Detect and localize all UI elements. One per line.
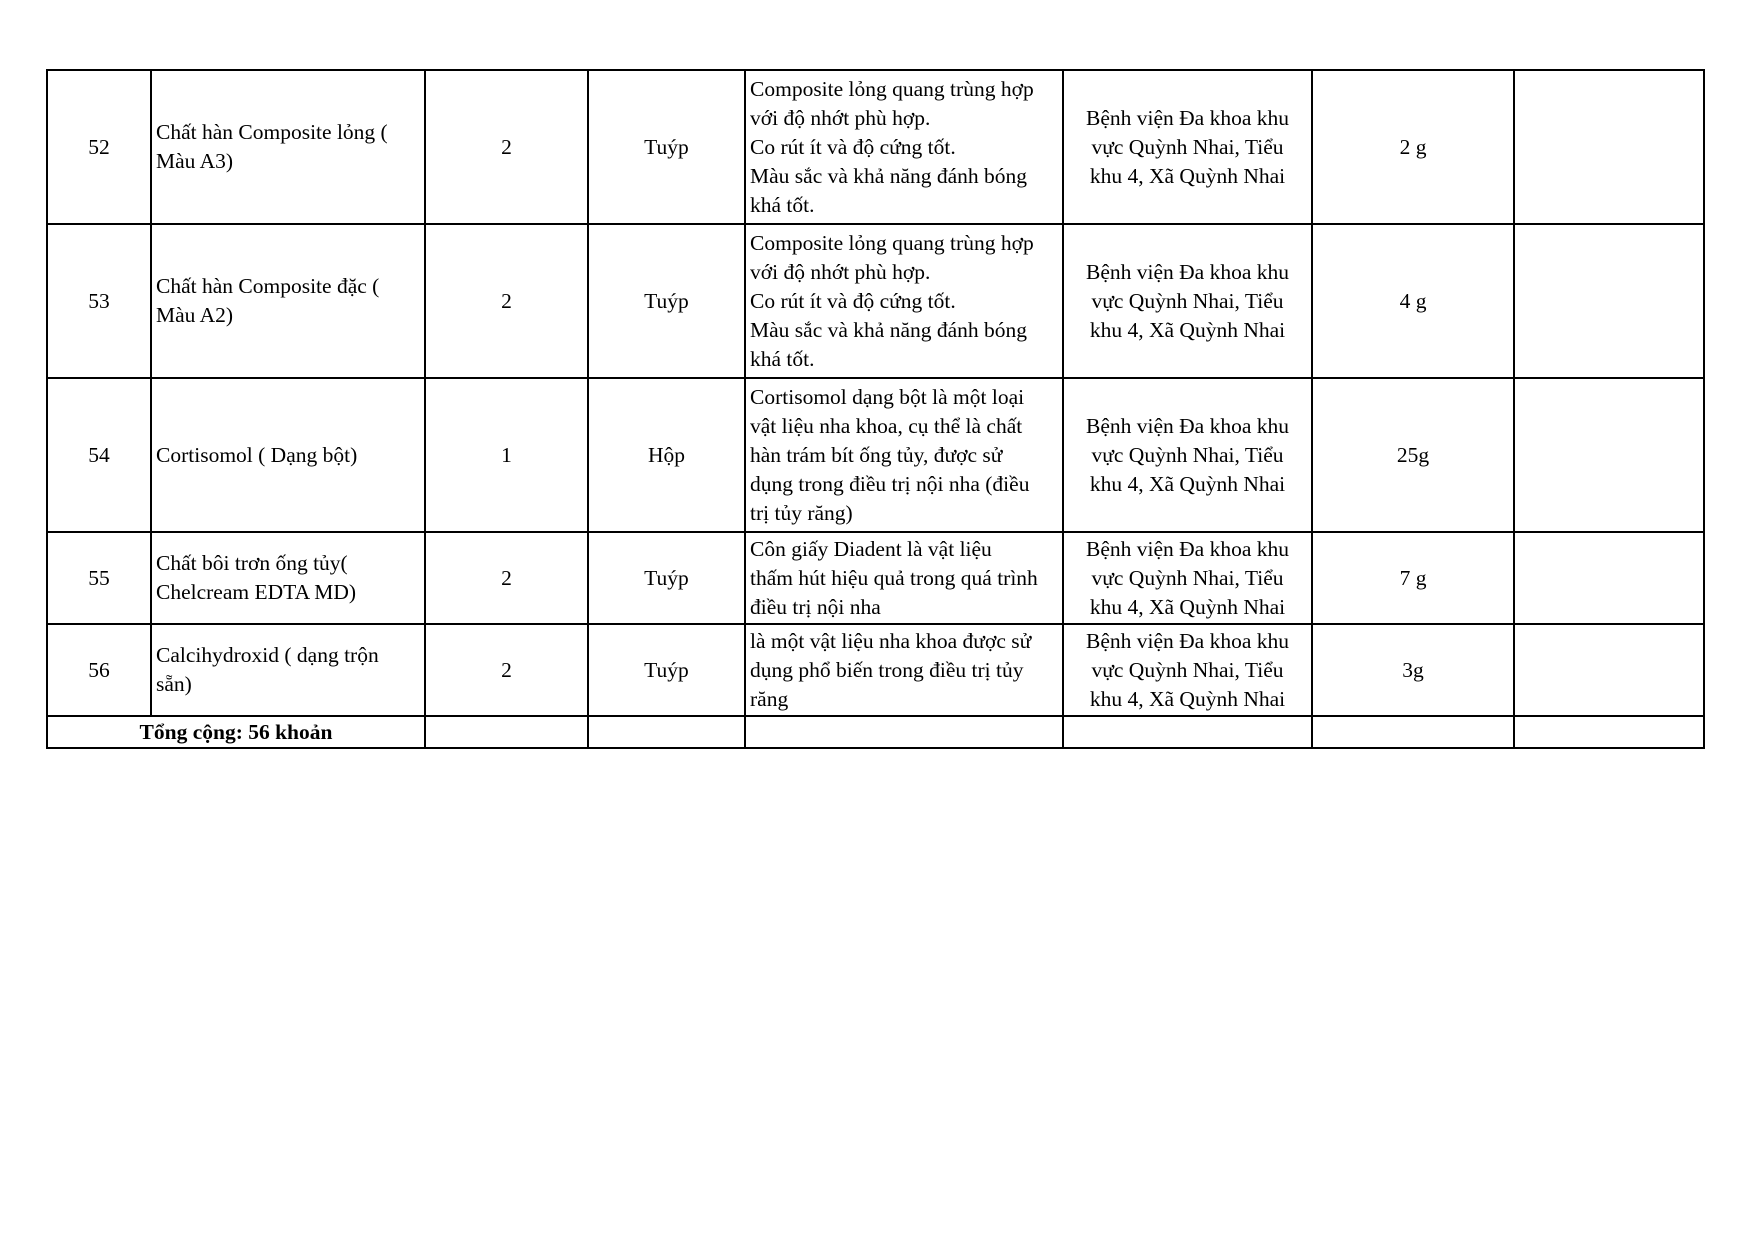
item-name-cell-line: Chất hàn Composite lỏng ( [156,120,388,144]
spec-cell: 4 g [1312,224,1514,378]
table-row [47,378,1704,532]
description-cell-line: răng [750,686,789,711]
item-name-cell [151,224,425,378]
note-cell [1514,70,1704,224]
item-name-cell-line: Chất hàn Composite đặc ( [156,274,380,298]
item-name-cell-line: Màu A2) [156,303,234,327]
description-cell-line: khá tốt. [750,192,815,217]
delivery-place-cell-line: khu 4, Xã Quỳnh Nhai [1089,471,1286,496]
spec-cell: 3g [1312,624,1514,716]
description-cell [745,624,1063,716]
delivery-place-cell [1063,224,1312,378]
description-cell-line: Màu sắc và khả năng đánh bóng [750,163,1028,188]
delivery-place-cell-line: vực Quỳnh Nhai, Tiểu [1091,134,1284,159]
stt-cell: 55 [47,532,151,624]
stt-cell: 54 [47,378,151,532]
description-cell-line: dụng trong điều trị nội nha (điều [750,471,1030,496]
table-body [47,70,1704,748]
item-name-cell-line: Chất bôi trơn ống tủy( [156,551,348,575]
total-empty-cell [588,716,745,748]
table-row [47,532,1704,624]
description-cell [745,224,1063,378]
delivery-place-cell-line: Bệnh viện Đa khoa khu [1085,628,1289,653]
description-cell [745,70,1063,224]
delivery-place-cell-line: vực Quỳnh Nhai, Tiểu [1091,565,1284,590]
description-cell-line: dụng phổ biến trong điều trị tủy [750,657,1024,682]
delivery-place-cell-line: Bệnh viện Đa khoa khu [1085,536,1289,561]
unit-cell: Hộp [588,378,745,532]
description-cell-line: khá tốt. [750,346,815,371]
description-cell-line: hàn trám bít ống tủy, được sử [750,442,1003,467]
item-name-cell [151,532,425,624]
total-empty-cell [745,716,1063,748]
quantity-cell: 2 [425,624,588,716]
table-row [47,224,1704,378]
description-cell-line: vật liệu nha khoa, cụ thể là chất [750,413,1023,438]
delivery-place-cell [1063,624,1312,716]
note-cell [1514,224,1704,378]
table-row [47,70,1704,224]
unit-cell: Tuýp [588,624,745,716]
total-row [47,716,1704,748]
note-cell [1514,624,1704,716]
total-empty-cell [1514,716,1704,748]
item-name-cell-line: Calcihydroxid ( dạng trộn [156,643,379,667]
item-name-cell [151,378,425,532]
quantity-cell: 2 [425,532,588,624]
delivery-place-cell-line: vực Quỳnh Nhai, Tiểu [1091,442,1284,467]
unit-cell: Tuýp [588,70,745,224]
item-name-cell-line: Cortisomol ( Dạng bột) [156,442,358,467]
table-row [47,624,1704,716]
description-cell-line: Cortisomol dạng bột là một loại [750,384,1025,409]
description-cell-line: Co rút ít và độ cứng tốt. [750,134,956,159]
description-cell-line: với độ nhớt phù hợp. [750,105,931,130]
description-cell-line: Composite lỏng quang trùng hợp [750,230,1034,255]
description-cell-line: trị tủy răng) [750,500,853,525]
total-empty-cell [425,716,588,748]
stt-cell: 56 [47,624,151,716]
delivery-place-cell [1063,70,1312,224]
description-cell-line: là một vật liệu nha khoa được sử [750,628,1032,653]
description-cell-line: điều trị nội nha [750,594,881,619]
quantity-cell: 2 [425,224,588,378]
description-cell-line: với độ nhớt phù hợp. [750,259,931,284]
item-name-cell-line: sẵn) [156,672,192,696]
spec-cell: 7 g [1312,532,1514,624]
delivery-place-cell-line: Bệnh viện Đa khoa khu [1085,259,1289,284]
description-cell-line: Composite lỏng quang trùng hợp [750,76,1034,101]
delivery-place-cell-line: vực Quỳnh Nhai, Tiểu [1091,288,1284,313]
spec-cell: 2 g [1312,70,1514,224]
description-cell-line: Màu sắc và khả năng đánh bóng [750,317,1028,342]
stt-cell: 52 [47,70,151,224]
delivery-place-cell-line: khu 4, Xã Quỳnh Nhai [1089,594,1286,619]
delivery-place-cell-line: khu 4, Xã Quỳnh Nhai [1089,686,1286,711]
delivery-place-cell [1063,532,1312,624]
unit-cell: Tuýp [588,224,745,378]
unit-cell: Tuýp [588,532,745,624]
description-cell-line: Côn giấy Diadent là vật liệu [750,536,992,561]
description-cell-line: thấm hút hiệu quả trong quá trình [750,565,1038,590]
note-cell [1514,378,1704,532]
items-table [46,69,1705,749]
delivery-place-cell-line: Bệnh viện Đa khoa khu [1085,105,1289,130]
spec-cell: 25g [1312,378,1514,532]
stt-cell: 53 [47,224,151,378]
delivery-place-cell-line: vực Quỳnh Nhai, Tiểu [1091,657,1284,682]
item-name-cell [151,70,425,224]
quantity-cell: 1 [425,378,588,532]
total-empty-cell [1063,716,1312,748]
item-name-cell [151,624,425,716]
note-cell [1514,532,1704,624]
delivery-place-cell [1063,378,1312,532]
total-empty-cell [1312,716,1514,748]
delivery-place-cell-line: Bệnh viện Đa khoa khu [1085,413,1289,438]
delivery-place-cell-line: khu 4, Xã Quỳnh Nhai [1089,163,1286,188]
item-name-cell-line: Màu A3) [156,149,234,173]
item-name-cell-line: Chelcream EDTA MD) [156,580,357,604]
description-cell [745,532,1063,624]
description-cell-line: Co rút ít và độ cứng tốt. [750,288,956,313]
total-label: Tổng cộng: 56 khoản [47,716,425,748]
quantity-cell: 2 [425,70,588,224]
delivery-place-cell-line: khu 4, Xã Quỳnh Nhai [1089,317,1286,342]
description-cell [745,378,1063,532]
